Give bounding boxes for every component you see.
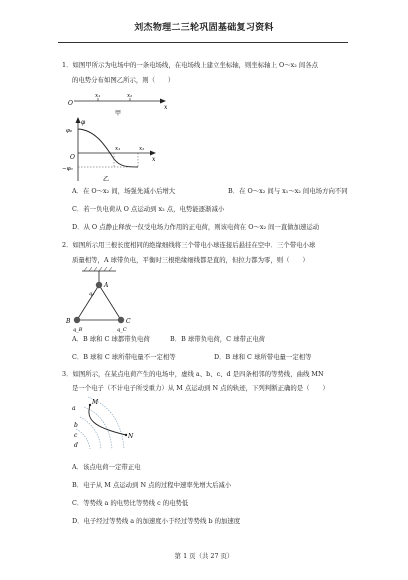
q3-option-b: B．电子从 M 点运动到 N 点的过程中速率先增大后减小: [72, 481, 232, 489]
equipotential-c: [80, 417, 101, 449]
q2-option-d: D．B 球和 C 球所带电量一定相等: [214, 353, 312, 361]
label-o: O: [68, 100, 73, 107]
equipotential-b: [84, 407, 112, 449]
q3-option-a: A．该点电荷一定带正电: [72, 463, 141, 471]
label-x2: x₂: [139, 146, 145, 152]
page-title: 刘杰物理二三轮巩固基础复习资料: [134, 23, 274, 33]
label-phi0: φ₀: [66, 128, 73, 134]
label-neg-phi0: −φ₀: [62, 166, 73, 172]
label-x2: x₂: [127, 93, 133, 99]
ball-c-icon: [118, 317, 124, 323]
label-qa: qₐ: [89, 291, 95, 297]
q3-figure: [70, 395, 150, 451]
q2-option-c: C．B 球和 C 球所带电量不一定相等: [72, 353, 176, 361]
arrow-head-icon: [160, 99, 166, 104]
label-phi: φ: [81, 119, 86, 126]
q3-stem-line1: 3．如图所示，在某点电荷产生的电场中，虚线 a、b、c、d 是四条相邻的等势线，曲线 MN: [62, 370, 324, 378]
label-qc: q_C: [117, 327, 127, 333]
q1-stem-line2: 的电势分布如图乙所示，则（ ）: [72, 76, 175, 84]
label-d: d: [74, 442, 78, 449]
figure-caption: 甲: [115, 110, 122, 117]
q2-stem-line2: 质量相等，A 球带负电，平衡时三根绝缘细线都是直的，但拉力都为零，则（ ）: [72, 256, 309, 264]
q1-option-a: A．在 O～x₂ 间，场强先减小后增大: [72, 187, 176, 195]
q1-stem-line1: 1．如图甲所示为电场中的一条电场线，在电场线上建立坐标轴，则坐标轴上 O～x₂ 间各点: [62, 61, 318, 69]
q1-option-d: D．从 O 点静止释放一仅受电场力作用的正电荷，则该电荷在 O～x₂ 间一直做加速运动: [72, 223, 320, 231]
label-x: x: [152, 156, 156, 163]
q1-option-b: B．在 O～x₂ 间与 x₁～x₂ 间电场方向不同: [228, 187, 348, 195]
q2-option-a: A．B 球和 C 球都带负电荷: [72, 335, 150, 343]
label-qb: q_B: [73, 327, 83, 333]
page-number: 第 1 页（共 27 页）: [174, 552, 234, 560]
electron-trajectory: [89, 405, 126, 435]
q3-option-d: D．电子经过等势线 a 的加速度小于经过等势线 b 的加速度: [72, 517, 241, 525]
label-c: C: [126, 318, 131, 325]
point-n-icon: [125, 434, 127, 436]
label-c: c: [74, 432, 78, 439]
thread-ac: [99, 285, 121, 320]
phi-arrow-icon: [76, 117, 81, 123]
ball-b-icon: [74, 317, 80, 323]
equipotential-d: [76, 429, 90, 449]
potential-curve: [78, 129, 138, 167]
ball-a-icon: [96, 282, 102, 288]
q2-stem-line1: 2．如图所示用三根长度相同的绝缘细线将三个带电小球连接后悬挂在空中．三个带电小球: [62, 241, 316, 249]
point-m-icon: [89, 404, 91, 406]
q1-figure-yi: [62, 117, 162, 183]
label-m: M: [92, 399, 99, 406]
figure-caption: 乙: [103, 176, 110, 183]
x-arrow-icon: [150, 151, 156, 156]
label-n: N: [128, 433, 134, 440]
label-a: a: [72, 405, 76, 412]
q3-stem-line2: 是一个电子（不计电子所受重力）从 M 点运动到 N 点的轨迹，下列判断正确的是（ ）: [72, 384, 329, 392]
label-x: x: [164, 104, 168, 111]
q3-option-c: C．等势线 a 的电势比等势线 c 的电势低: [72, 499, 189, 507]
label-o: O: [70, 154, 75, 161]
header-divider: [58, 42, 348, 43]
label-b: b: [74, 422, 78, 429]
q2-figure: [62, 267, 152, 333]
label-x1: x₁: [95, 93, 101, 99]
q2-option-b: B．B 球带负电荷，C 球带正电荷: [170, 335, 266, 343]
q1-figure-jia: [62, 88, 172, 118]
thread-ab: [77, 285, 99, 320]
label-x1: x₁: [115, 146, 121, 152]
ceiling-hatch: [84, 267, 112, 271]
label-a: A: [104, 282, 109, 289]
label-b: B: [66, 318, 71, 325]
q1-option-c: C．若一负电荷从 O 点运动到 x₂ 点，电势能逐渐减小: [72, 205, 225, 213]
